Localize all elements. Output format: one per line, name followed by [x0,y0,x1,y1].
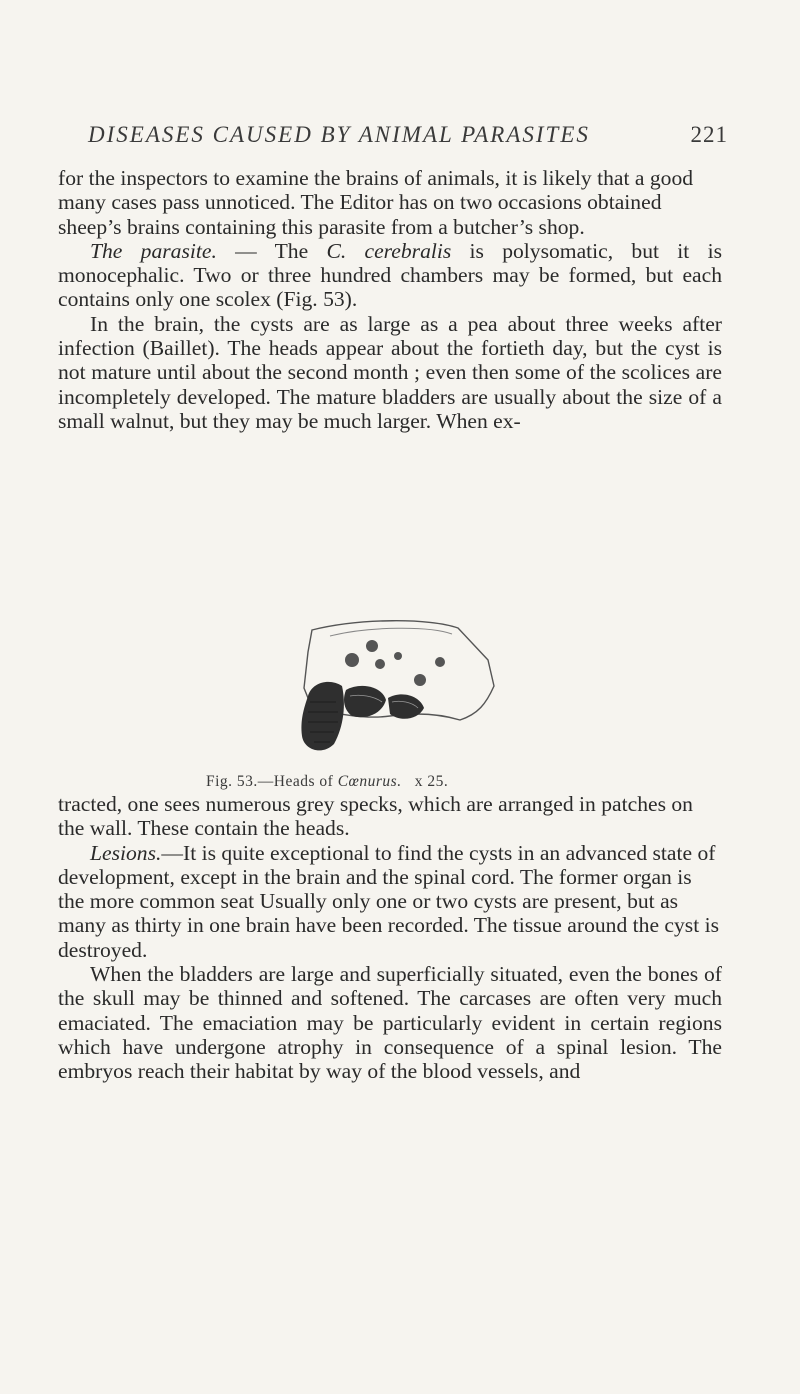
paragraph-parasite [58,239,722,312]
paragraph-text: is polysomatic, but it is monocephalic. Two or three hundred chambers may be formed, but each contains only one scolex (Fig. 53). [58,238,722,312]
figure-53-illustration [290,616,520,764]
page-number: 221 [690,122,728,147]
paragraph-text: — The [216,238,327,263]
body-text-bottom [58,792,722,1084]
body-text-top [58,166,722,433]
species-name: C. cerebralis [326,238,452,263]
coenurus-heads-drawing [290,616,520,764]
running-head [88,122,728,148]
paragraph-lead: Lesions. [90,840,162,865]
paragraph-lesions [58,841,722,962]
paragraph-brain-cysts: In the brain, the cysts are as large as a pea about three weeks after infection (Baillet). The heads appear about the fortieth day, but the cyst is not mature until about the second month ; even then some of the scolices are incompletely developed. The mature bladders are usually about the size of a small walnut, but they may be much larger. When ex- [58,311,722,433]
paragraph-text: —It is quite exceptional to find the cysts in an advanced state of development, except in the brain and the spinal cord. The former organ is the more common seat Usually only one or two cysts are present, but as many as thirty in one brain have been recorded. The tissue around the cyst is destroyed. [58,840,720,962]
paragraph-bladders: When the bladders are large and superficially situated, even the bones of the skull may be thinned and softened. The carcases are often very much emaciated. The emaciation may be particularly evident in certain regions which have undergone atrophy in consequence of a spinal lesion. The embryos reach their habitat by way of the blood vessels, and [58,962,722,1084]
running-title: DISEASES CAUSED BY ANIMAL PARASITES [88,122,590,147]
caption-prefix: Fig. 53.—Heads of [206,773,338,790]
caption-species: Cœnurus. [337,773,402,790]
paragraph-continuation: for the inspectors to examine the brains of animals, it is likely that a good many cases pass unnoticed. The Editor has on two occasions obtained sheep’s brains containing this parasite from a butcher’s shop. [58,166,694,239]
caption-scale: x 25. [414,773,449,790]
figure-caption [206,773,586,791]
paragraph-extracted: tracted, one sees numerous grey specks, which are arranged in patches on the wall. These contain the heads. [58,792,693,841]
paragraph-lead: The parasite. [90,238,217,263]
